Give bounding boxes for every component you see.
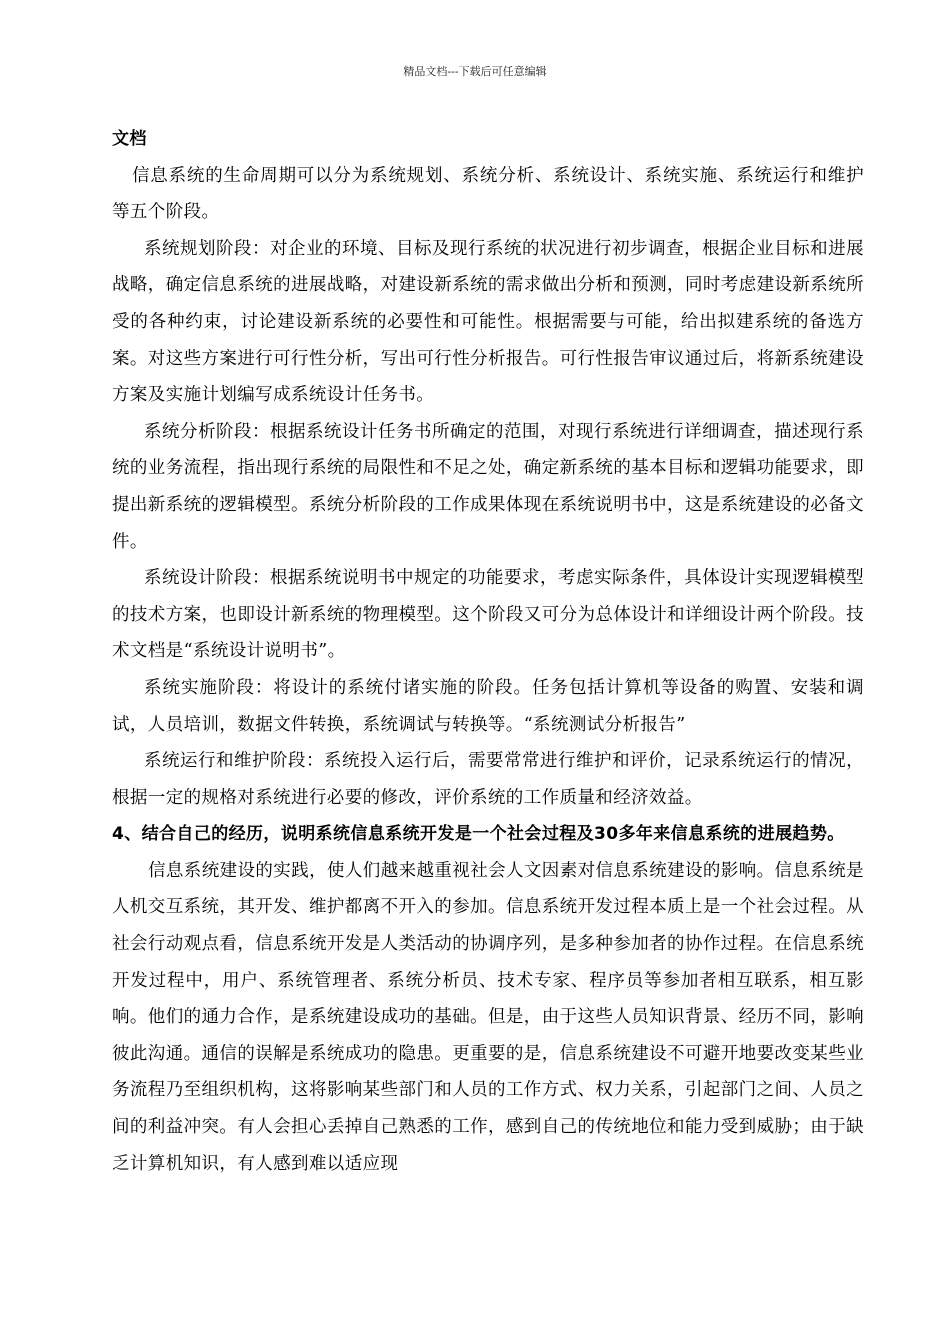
paragraph-answer: 信息系统建设的实践，使人们越来越重视社会人文因素对信息系统建设的影响。信息系统是人机交互系统，其开发、维护都离不开入的参加。信息系统开发过程本质上是一个社会过程。从社会行动观点看，信息系统开发是人类活动的协调序列，是多种参加者的协作过程。在信息系统开发过程中，用户、系统管理者、系统分析员、技术专家、程序员等参加者相互联系，相互影响。他们的通力合作，是系统建设成功的基础。但是，由于这些人员知识背景、经历不同，影响彼此沟通。通信的误解是系统成功的隐患。更重要的是，信息系统建设不可避开地要改变某些业务流程乃至组织机构，这将影响某些部门和人员的工作方式、权力关系，引起部门之间、人员之间的利益冲突。有人会担心丢掉自己熟悉的工作，感到自己的传统地位和能力受到威胁；由于缺乏计算机知识，有人感到难以适应现 <box>112 860 864 1174</box>
section-title: 文档 <box>112 129 147 149</box>
paragraph-operation: 系统运行和维护阶段：系统投入运行后，需要常常进行维护和评价，记录系统运行的情况，根据一定的规格对系统进行必要的修改，评价系统的工作质量和经济效益。 <box>112 751 864 808</box>
paragraph-planning: 系统规划阶段：对企业的环境、目标及现行系统的状况进行初步调查，根据企业目标和进展战略，确定信息系统的进展战略，对建设新系统的需求做出分析和预测，同时考虑建设新系统所受的各种约束，讨论建设新系统的必要性和可能性。根据需要与可能，给出拟建系统的备选方案。对这些方案进行可行性分析，写出可行性分析报告。可行性报告审议通过后，将新系统建设方案及实施计划编写成系统设计任务书。 <box>112 238 864 406</box>
paragraph-analysis: 系统分析阶段：根据系统设计任务书所确定的范围，对现行系统进行详细调查，描述现行系统的业务流程，指出现行系统的局限性和不足之处，确定新系统的基本目标和逻辑功能要求，即提出新系统的逻辑模型。系统分析阶段的工作成果体现在系统说明书中，这是系统建设的必备文件。 <box>112 421 864 552</box>
running-header: 精品文档---下载后可任意编辑 <box>403 65 547 78</box>
question-heading: 4、结合自己的经历，说明系统信息系统开发是一个社会过程及30多年来信息系统的进展趋势。 <box>112 824 845 845</box>
paragraph-design: 系统设计阶段：根据系统说明书中规定的功能要求，考虑实际条件，具体设计实现逻辑模型的技术方案，也即设计新系统的物理模型。这个阶段又可分为总体设计和详细设计两个阶段。技术文档是“系统设计说明书”。 <box>112 568 864 662</box>
paragraph-intro: 信息系统的生命周期可以分为系统规划、系统分析、系统设计、系统实施、系统运行和维护等五个阶段。 <box>112 165 864 223</box>
paragraph-implementation: 系统实施阶段：将设计的系统付诸实施的阶段。任务包括计算机等设备的购置、安装和调试，人员培训，数据文件转换，系统调试与转换等。“系统测试分析报告” <box>112 677 864 735</box>
document-body <box>112 121 864 1182</box>
